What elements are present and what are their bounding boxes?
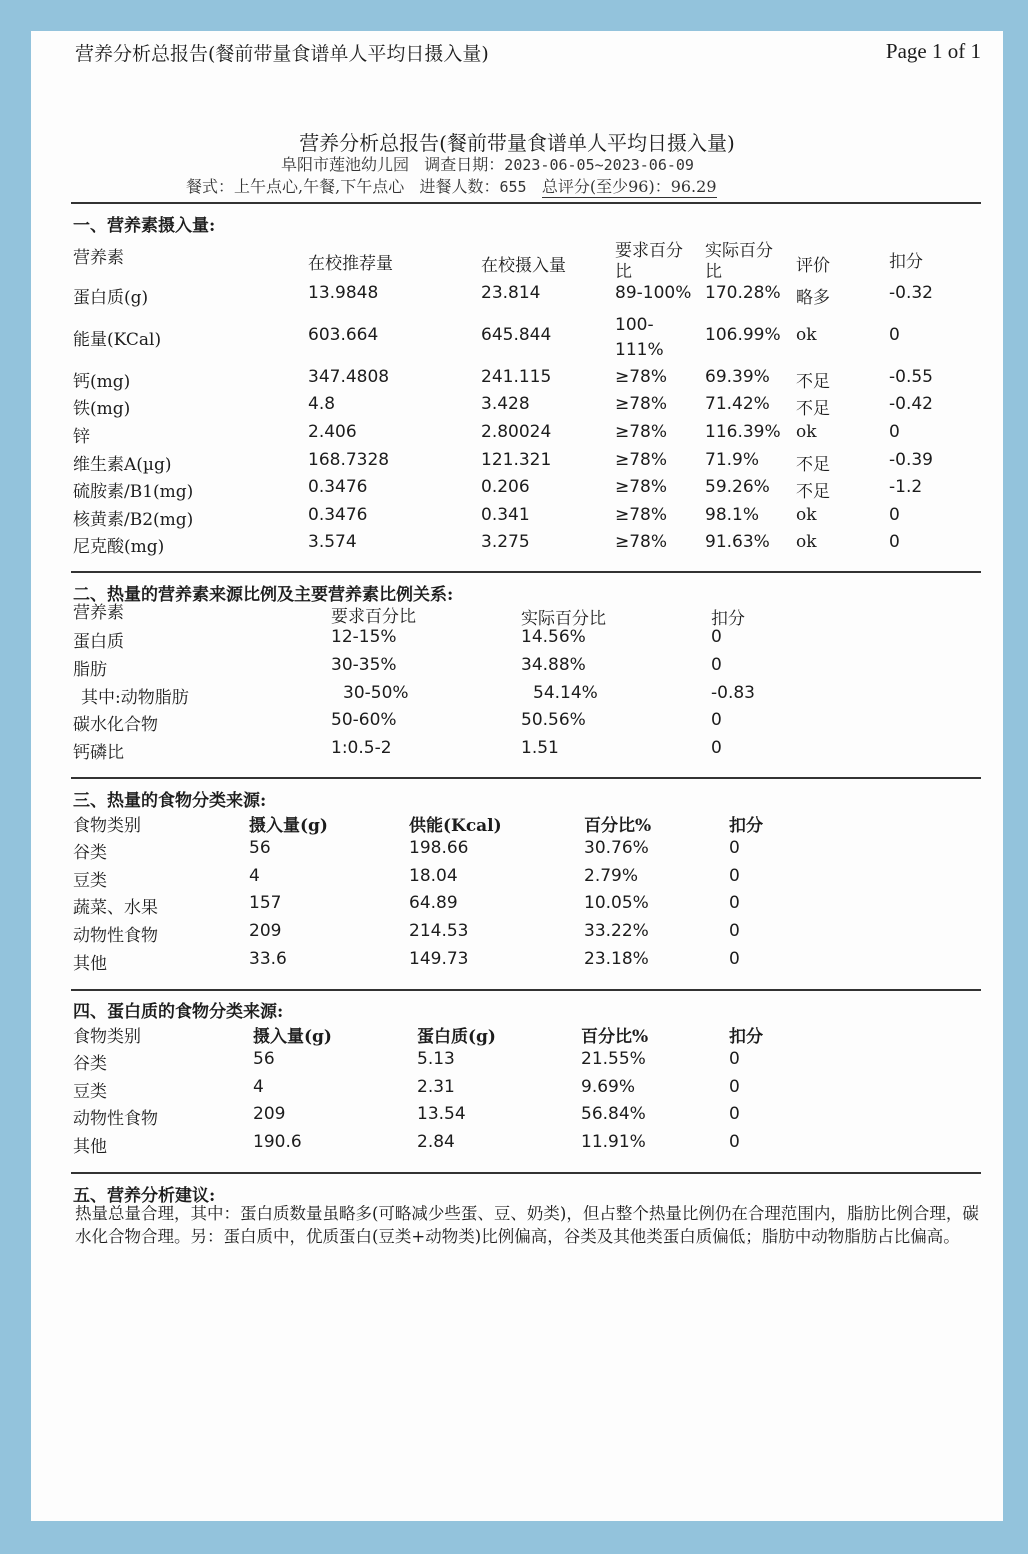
s1-cell-actual-pct: 116.39%	[705, 422, 781, 442]
s3-cell-deduction: 0	[729, 866, 740, 886]
s1-cell-deduction: -0.42	[889, 394, 933, 414]
page-header-title: 营养分析总报告(餐前带量食谱单人平均日摄入量)	[75, 43, 489, 65]
s2-cell-required-pct: 30-50%	[343, 683, 409, 703]
s4-cell-category: 谷类	[73, 1054, 107, 1074]
s1-cell-actual-pct: 170.28%	[705, 283, 781, 303]
s4-cell-protein: 5.13	[417, 1049, 455, 1069]
s1-cell-required-pct: ≥78%	[615, 477, 668, 497]
s1-cell-recommended: 347.4808	[308, 367, 390, 387]
section1-title: 一、营养素摄入量:	[73, 216, 216, 236]
s3-cell-percent: 30.76%	[584, 838, 649, 858]
s2-cell-actual-pct: 34.88%	[521, 655, 586, 675]
s2-cell-actual-pct: 1.51	[521, 738, 559, 758]
s1-header-actual-pct	[705, 241, 773, 283]
s1-cell-deduction: 0	[889, 422, 900, 442]
s1-cell-required-pct: 100- 111%	[615, 315, 664, 360]
s1-cell-actual-pct: 59.26%	[705, 477, 770, 497]
s4-cell-category: 豆类	[73, 1082, 107, 1102]
s3-cell-deduction: 0	[729, 838, 740, 858]
s3-cell-energy: 18.04	[409, 866, 458, 886]
report-meta-line1	[281, 152, 694, 175]
s1-cell-deduction: -0.32	[889, 283, 933, 303]
s4-cell-intake: 4	[253, 1077, 264, 1097]
s1-cell-required-pct: 89-100%	[615, 283, 692, 303]
s3-header-percent: 百分比%	[584, 816, 652, 836]
report-meta-line2	[186, 174, 717, 197]
s1-header-evaluation: 评价	[796, 256, 830, 276]
s4-header-category: 食物类别	[73, 1027, 141, 1047]
meal-value: 上午点心,午餐,下午点心	[234, 177, 405, 196]
total-score: 总评分(至少96)：96.29	[541, 177, 717, 196]
s1-cell-intake: 3.275	[481, 532, 530, 552]
s4-cell-intake: 209	[253, 1104, 286, 1124]
s3-cell-energy: 214.53	[409, 921, 469, 941]
s1-cell-required-pct: ≥78%	[615, 450, 668, 470]
s1-cell-required-pct: ≥78%	[615, 532, 668, 552]
s1-cell-deduction: -1.2	[889, 477, 923, 497]
s1-cell-actual-pct: 69.39%	[705, 367, 770, 387]
s2-cell-deduction: 0	[711, 738, 722, 758]
s1-cell-evaluation: ok	[796, 532, 817, 552]
s2-cell-nutrient: 蛋白质	[73, 632, 124, 652]
s3-cell-energy: 149.73	[409, 949, 469, 969]
s3-cell-intake: 4	[249, 866, 260, 886]
s2-header-actual-pct: 实际百分比	[521, 609, 606, 629]
divider	[71, 1172, 981, 1174]
s4-cell-percent: 9.69%	[581, 1077, 636, 1097]
report-title: 营养分析总报告(餐前带量食谱单人平均日摄入量)	[299, 131, 735, 155]
s1-cell-deduction: -0.55	[889, 367, 933, 387]
s1-header-required-pct	[615, 241, 683, 283]
s4-header-percent: 百分比%	[581, 1027, 649, 1047]
s2-cell-required-pct: 1:0.5-2	[331, 738, 392, 758]
s1-cell-nutrient: 核黄素/B2(mg)	[73, 510, 194, 530]
s1-cell-nutrient: 能量(KCal)	[73, 330, 162, 350]
divider	[71, 571, 981, 573]
s1-header-intake: 在校摄入量	[481, 256, 566, 276]
s4-cell-protein: 2.84	[417, 1132, 455, 1152]
s1-cell-nutrient: 铁(mg)	[73, 399, 131, 419]
s4-cell-percent: 21.55%	[581, 1049, 646, 1069]
s4-header-deduction: 扣分	[729, 1027, 763, 1047]
s4-header-protein: 蛋白质(g)	[417, 1027, 496, 1047]
s1-cell-actual-pct: 71.9%	[705, 450, 760, 470]
s4-cell-protein: 2.31	[417, 1077, 455, 1097]
s1-cell-nutrient: 尼克酸(mg)	[73, 537, 165, 557]
s1-cell-recommended: 168.7328	[308, 450, 390, 470]
s4-cell-percent: 11.91%	[581, 1132, 646, 1152]
date-label: 调查日期：	[424, 155, 505, 174]
s2-cell-required-pct: 30-35%	[331, 655, 397, 675]
s4-cell-protein: 13.54	[417, 1104, 466, 1124]
s3-cell-energy: 198.66	[409, 838, 469, 858]
s1-cell-intake: 241.115	[481, 367, 552, 387]
s1-cell-deduction: -0.39	[889, 450, 933, 470]
s1-cell-recommended: 0.3476	[308, 505, 368, 525]
s1-cell-evaluation: 不足	[796, 372, 830, 392]
s3-header-deduction: 扣分	[729, 816, 763, 836]
s1-cell-nutrient: 维生素A(µg)	[73, 455, 172, 475]
section2-title: 二、热量的营养素来源比例及主要营养素比例关系:	[73, 585, 454, 605]
meal-label: 餐式：	[186, 177, 235, 196]
s1-cell-required-pct: ≥78%	[615, 505, 668, 525]
s3-cell-energy: 64.89	[409, 893, 458, 913]
s4-cell-percent: 56.84%	[581, 1104, 646, 1124]
s3-header-energy: 供能(Kcal)	[409, 816, 502, 836]
s1-cell-evaluation: 不足	[796, 455, 830, 475]
s3-cell-intake: 157	[249, 893, 282, 913]
s3-cell-percent: 23.18%	[584, 949, 649, 969]
s1-header-nutrient: 营养素	[73, 248, 124, 268]
s1-cell-deduction: 0	[889, 325, 900, 345]
s1-cell-required-pct: ≥78%	[615, 394, 668, 414]
s1-cell-intake: 0.341	[481, 505, 530, 525]
s3-cell-deduction: 0	[729, 949, 740, 969]
s3-cell-intake: 56	[249, 838, 271, 858]
count-label: 进餐人数：	[419, 177, 500, 196]
s1-cell-intake: 121.321	[481, 450, 552, 470]
s3-cell-deduction: 0	[729, 921, 740, 941]
s2-cell-nutrient: 其中:动物脂肪	[81, 688, 189, 708]
s1-header-recommended: 在校推荐量	[308, 254, 393, 274]
s4-cell-deduction: 0	[729, 1132, 740, 1152]
s3-cell-category: 其他	[73, 954, 107, 974]
s1-header-required-pct-line2: 比	[615, 262, 632, 282]
s1-cell-recommended: 603.664	[308, 325, 379, 345]
s3-cell-percent: 10.05%	[584, 893, 649, 913]
s3-cell-category: 蔬菜、水果	[73, 898, 158, 918]
s1-cell-recommended: 4.8	[308, 394, 336, 414]
s3-header-category: 食物类别	[73, 816, 141, 836]
s1-cell-actual-pct: 91.63%	[705, 532, 770, 552]
divider	[71, 989, 981, 991]
s1-cell-actual-pct: 71.42%	[705, 394, 770, 414]
s3-cell-category: 谷类	[73, 843, 107, 863]
s3-cell-percent: 33.22%	[584, 921, 649, 941]
s3-cell-intake: 209	[249, 921, 282, 941]
s4-cell-intake: 56	[253, 1049, 275, 1069]
s1-cell-nutrient: 硫胺素/B1(mg)	[73, 482, 194, 502]
advice-text: 热量总量合理，其中：蛋白质数量虽略多(可略减少些蛋、豆、奶类)，但占整个热量比例仍在合理范围内，脂肪比例合理，碳水化合物合理。另：蛋白质中，优质蛋白(豆类+动物类)比例偏高，谷类及其他类蛋白质偏低；脂肪中动物脂肪占比偏高。	[75, 1204, 979, 1246]
divider	[71, 202, 981, 204]
s4-cell-deduction: 0	[729, 1049, 740, 1069]
s1-cell-recommended: 0.3476	[308, 477, 368, 497]
date-value: 2023-06-05~2023-06-09	[504, 156, 694, 174]
s2-cell-deduction: 0	[711, 627, 722, 647]
s4-cell-deduction: 0	[729, 1104, 740, 1124]
s4-header-intake: 摄入量(g)	[253, 1027, 332, 1047]
s2-cell-nutrient: 碳水化合物	[73, 715, 158, 735]
s2-cell-required-pct: 12-15%	[331, 627, 397, 647]
s2-cell-nutrient: 钙磷比	[73, 743, 124, 763]
divider	[71, 777, 981, 779]
count-value: 655	[499, 178, 527, 196]
s1-cell-deduction: 0	[889, 532, 900, 552]
s1-cell-intake: 645.844	[481, 325, 552, 345]
s1-header-deduction: 扣分	[889, 252, 923, 272]
s2-cell-actual-pct: 54.14%	[533, 683, 598, 703]
s2-cell-deduction: 0	[711, 655, 722, 675]
s4-cell-intake: 190.6	[253, 1132, 302, 1152]
s1-cell-nutrient: 蛋白质(g)	[73, 288, 149, 308]
s1-cell-evaluation: 不足	[796, 482, 830, 502]
s1-cell-intake: 2.80024	[481, 422, 552, 442]
s3-cell-category: 豆类	[73, 871, 107, 891]
s1-cell-recommended: 2.406	[308, 422, 357, 442]
s3-cell-percent: 2.79%	[584, 866, 639, 886]
s2-cell-nutrient: 脂肪	[73, 660, 107, 680]
s1-header-required-pct-line1: 要求百分	[615, 241, 683, 261]
s3-header-intake: 摄入量(g)	[249, 816, 328, 836]
s2-cell-deduction: 0	[711, 710, 722, 730]
s1-cell-evaluation: 略多	[796, 288, 830, 308]
s1-header-actual-pct-line2: 比	[705, 262, 722, 282]
section3-title: 三、热量的食物分类来源:	[73, 791, 267, 811]
s1-cell-required-pct: ≥78%	[615, 367, 668, 387]
s1-cell-nutrient: 钙(mg)	[73, 372, 131, 392]
s1-header-actual-pct-line1: 实际百分	[705, 241, 773, 261]
s4-cell-deduction: 0	[729, 1077, 740, 1097]
page-number: Page 1 of 1	[885, 39, 981, 63]
s4-cell-category: 动物性食物	[73, 1109, 158, 1129]
s1-cell-nutrient: 锌	[73, 427, 90, 447]
s1-cell-intake: 23.814	[481, 283, 541, 303]
s2-cell-required-pct: 50-60%	[331, 710, 397, 730]
s3-cell-intake: 33.6	[249, 949, 287, 969]
s1-cell-recommended: 13.9848	[308, 283, 379, 303]
s1-cell-actual-pct: 106.99%	[705, 325, 781, 345]
s4-cell-category: 其他	[73, 1137, 107, 1157]
s2-header-nutrient: 营养素	[73, 603, 124, 623]
report-page	[31, 31, 1003, 1521]
s1-cell-evaluation: ok	[796, 422, 817, 442]
s1-cell-intake: 0.206	[481, 477, 530, 497]
s1-cell-deduction: 0	[889, 505, 900, 525]
s2-header-required-pct: 要求百分比	[331, 607, 416, 627]
s1-cell-recommended: 3.574	[308, 532, 357, 552]
school-name: 阜阳市莲池幼儿园	[281, 155, 410, 174]
s2-cell-actual-pct: 14.56%	[521, 627, 586, 647]
s2-header-deduction: 扣分	[711, 609, 745, 629]
section5-title: 五、营养分析建议:	[73, 1186, 216, 1206]
section4-title: 四、蛋白质的食物分类来源:	[73, 1002, 284, 1022]
s1-cell-evaluation: ok	[796, 325, 817, 345]
s2-cell-actual-pct: 50.56%	[521, 710, 586, 730]
s3-cell-deduction: 0	[729, 893, 740, 913]
s1-cell-evaluation: ok	[796, 505, 817, 525]
s2-cell-deduction: -0.83	[711, 683, 755, 703]
s1-cell-evaluation: 不足	[796, 399, 830, 419]
s1-cell-intake: 3.428	[481, 394, 530, 414]
s3-cell-category: 动物性食物	[73, 926, 158, 946]
s1-cell-required-pct: ≥78%	[615, 422, 668, 442]
s1-cell-actual-pct: 98.1%	[705, 505, 760, 525]
